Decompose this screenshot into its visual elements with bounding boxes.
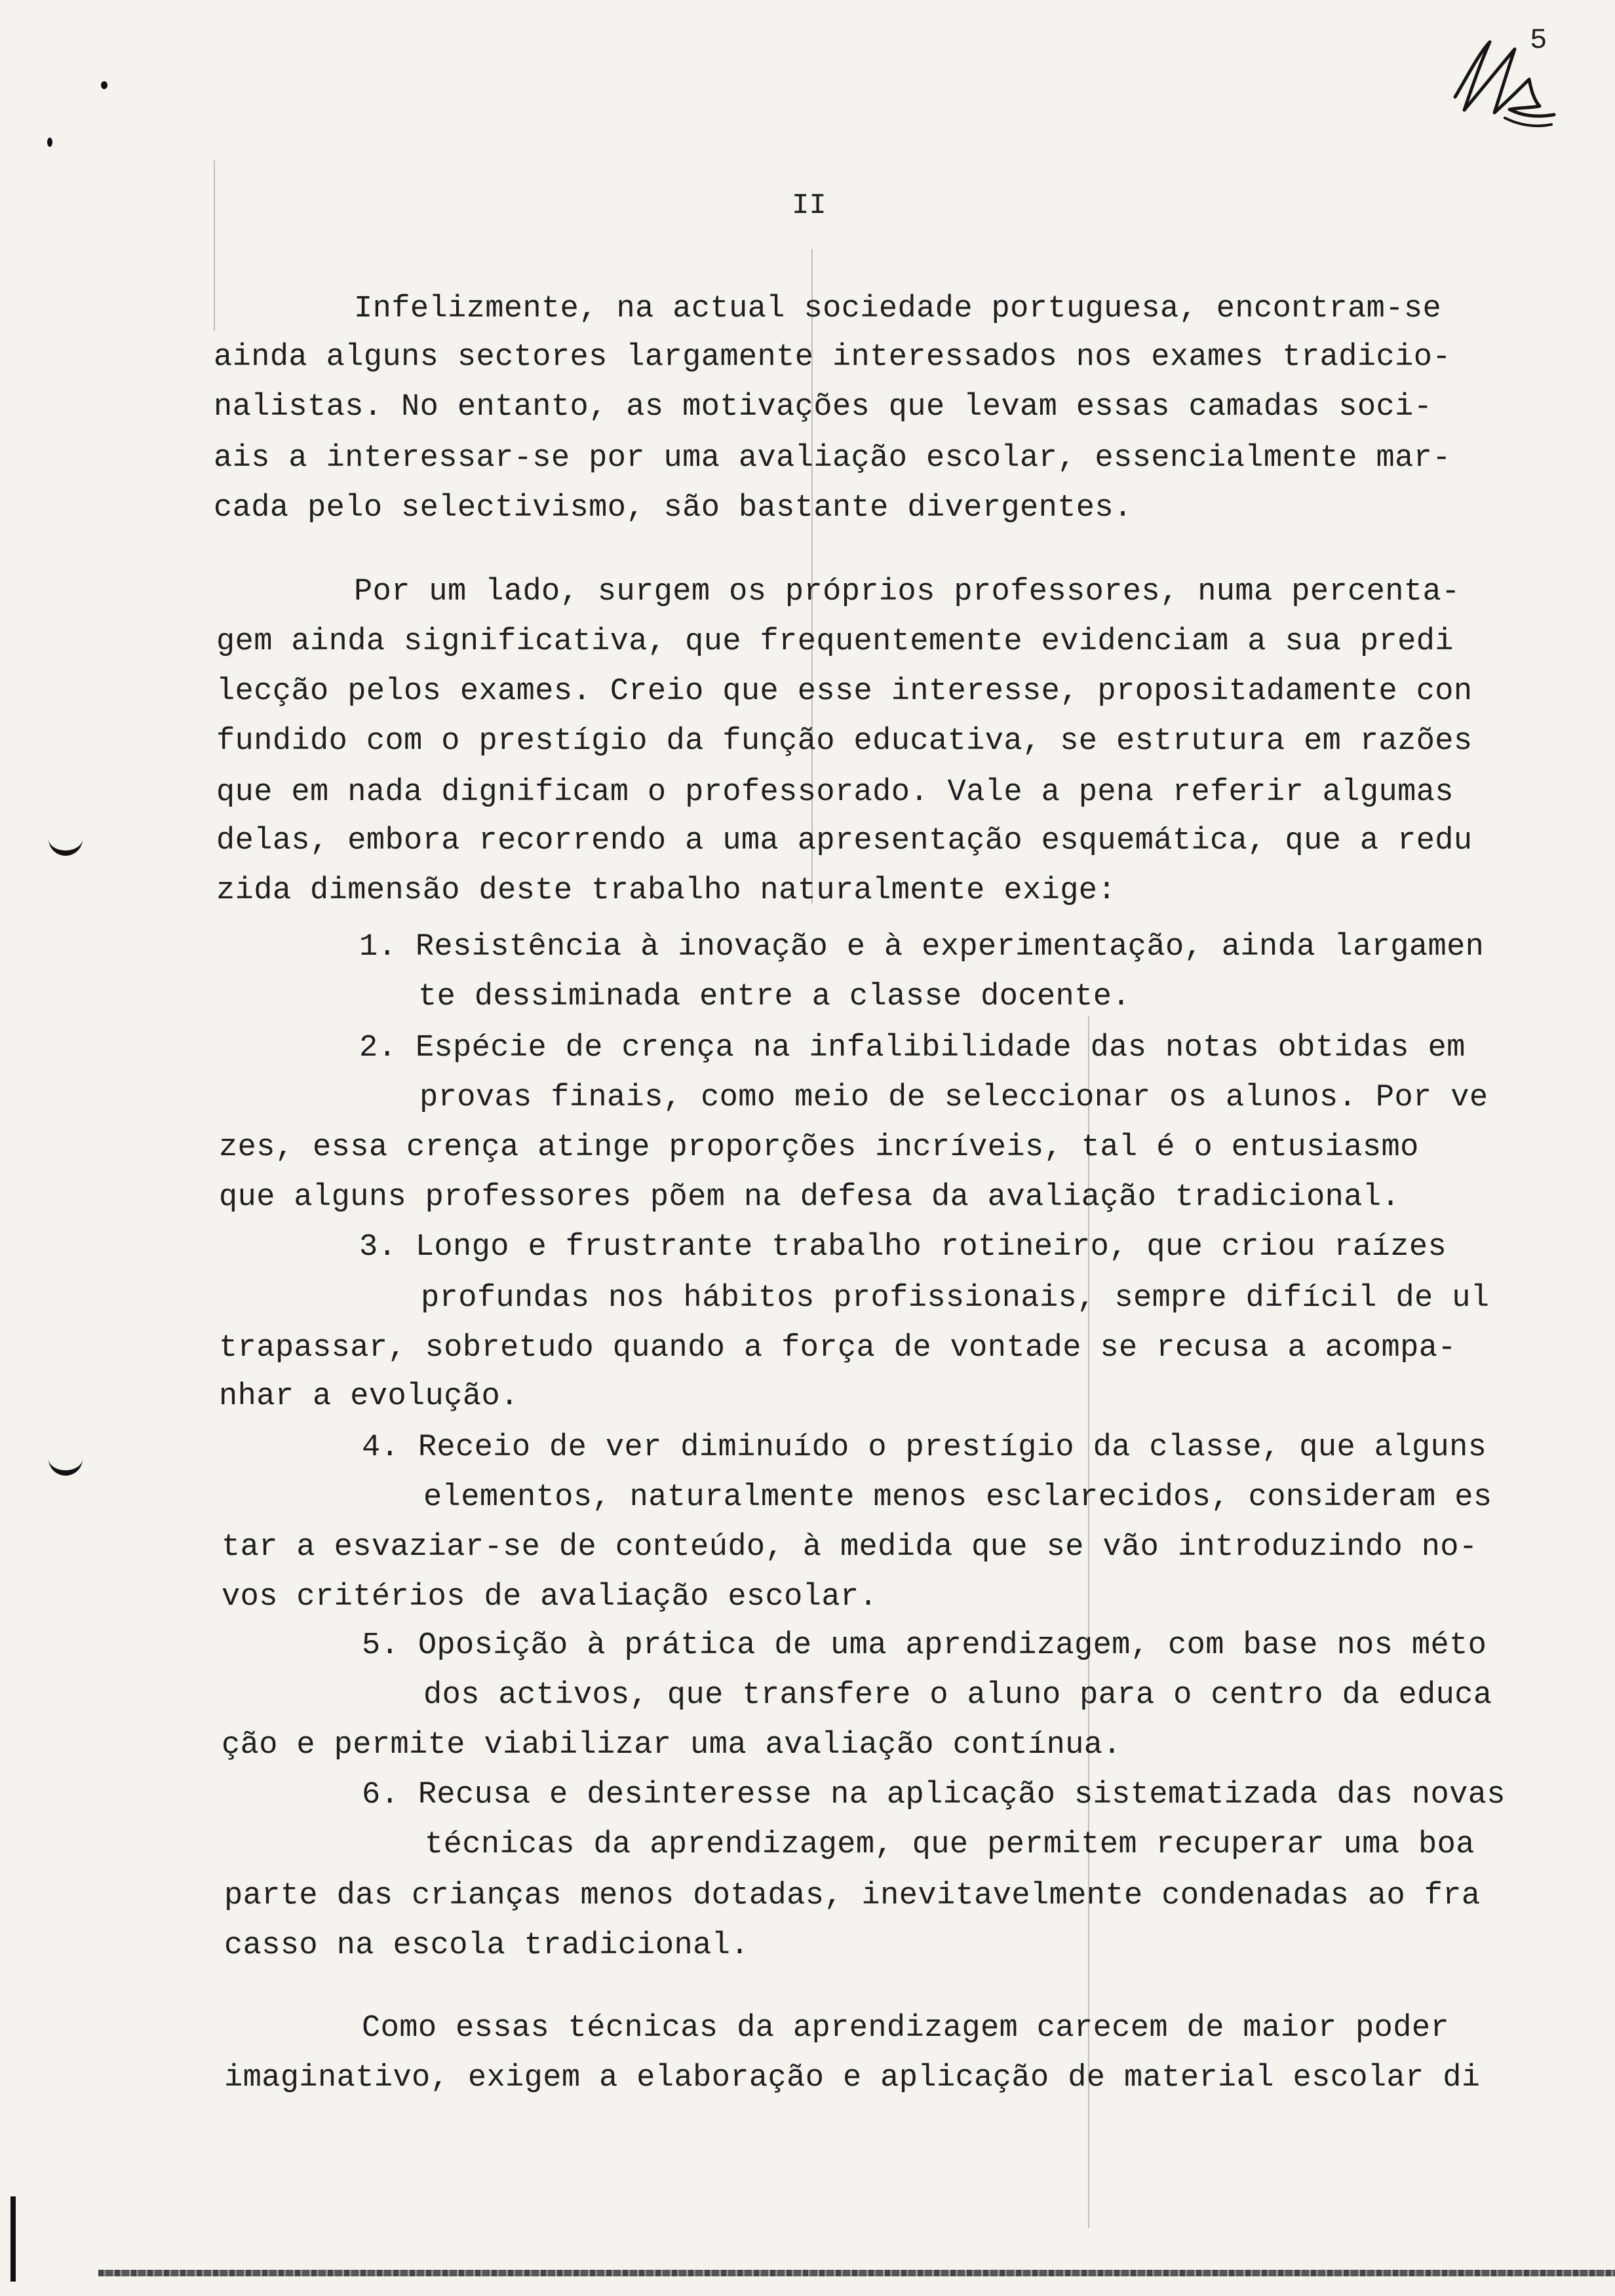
paragraph-line: nalistas. No entanto, as motivações que levam essas camadas soci-	[214, 390, 1433, 425]
paragraph-line: ais a interessar-se por uma avaliação escolar, essencialmente mar-	[214, 441, 1451, 476]
list-item-line: 6. Recusa e desinteresse na aplicação sistematizada das novas	[362, 1778, 1506, 1812]
list-item-line: te dessiminada entre a classe docente.	[418, 980, 1131, 1014]
handwritten-signature	[1442, 26, 1566, 138]
list-item-line: técnicas da aprendizagem, que permitem recuperar uma boa	[425, 1827, 1475, 1862]
ink-dot	[47, 138, 52, 147]
punch-hole-mark	[49, 828, 83, 856]
list-item-line: 4. Receio de ver diminuído o prestígio da classe, que alguns	[362, 1430, 1487, 1465]
list-item-line: zes, essa crença atinge proporções incríveis, tal é o entusiasmo	[219, 1130, 1419, 1165]
list-item-line: casso na escola tradicional.	[224, 1928, 749, 1963]
list-item-line: provas finais, como meio de seleccionar os alunos. Por ve	[419, 1081, 1489, 1115]
paragraph-line: zida dimensão deste trabalho naturalmente exige:	[216, 873, 1117, 908]
paragraph-line: que em nada dignificam o professorado. Vale a pena referir algumas	[216, 775, 1454, 810]
ink-dot	[101, 81, 107, 89]
scan-bottom-edge	[98, 2270, 1615, 2276]
paragraph-line: Infelizmente, na actual sociedade portuguesa, encontram-se	[354, 292, 1442, 326]
list-item-line: 2. Espécie de crença na infalibilidade das notas obtidas em	[359, 1031, 1466, 1065]
scan-mark	[214, 161, 215, 331]
paragraph-line: imaginativo, exigem a elaboração e aplicação de material escolar di	[224, 2061, 1481, 2095]
list-item-line: tar a esvaziar-se de conteúdo, à medida que se vão introduzindo no-	[222, 1530, 1478, 1565]
list-item-line: que alguns professores põem na defesa da avaliação tradicional.	[219, 1180, 1401, 1215]
list-item-line: vos critérios de avaliação escolar.	[222, 1580, 878, 1615]
list-item-line: parte das crianças menos dotadas, inevitavelmente condenadas ao fra	[224, 1879, 1481, 1913]
list-item-line: trapassar, sobretudo quando a força de vontade se recusa a acompa-	[219, 1331, 1456, 1366]
page-number: 5	[1530, 24, 1547, 57]
list-item-line: nhar a evolução.	[219, 1379, 519, 1414]
section-title: II	[792, 189, 827, 222]
paragraph-line: Por um lado, surgem os próprios professores, numa percenta-	[354, 575, 1460, 609]
paragraph-line: gem ainda significativa, que frequentemente evidenciam a sua predi	[216, 624, 1454, 659]
list-item-line: 1. Resistência à inovação e à experimentação, ainda largamen	[359, 930, 1485, 965]
punch-hole-mark	[49, 1448, 83, 1476]
paragraph-line: delas, embora recorrendo a uma apresentação esquemática, que a redu	[216, 824, 1473, 858]
paragraph-line: lecção pelos exames. Creio que esse interesse, propositadamente con	[216, 674, 1473, 709]
list-item-line: 5. Oposição à prática de uma aprendizagem, com base nos méto	[362, 1628, 1487, 1663]
paragraph-line: Como essas técnicas da aprendizagem carecem de maior poder	[362, 2011, 1450, 2046]
paragraph-line: fundido com o prestígio da função educativa, se estrutura em razões	[216, 724, 1473, 759]
paragraph-line: ainda alguns sectores largamente interessados nos exames tradicio-	[214, 340, 1451, 375]
list-item-line: ção e permite viabilizar uma avaliação contínua.	[222, 1728, 1122, 1763]
paragraph-line: cada pelo selectivismo, são bastante divergentes.	[214, 491, 1133, 526]
list-item-line: profundas nos hábitos profissionais, sempre difícil de ul	[421, 1281, 1490, 1316]
list-item-line: 3. Longo e frustrante trabalho rotineiro, que criou raízes	[359, 1230, 1447, 1265]
list-item-line: elementos, naturalmente menos esclarecidos, consideram es	[423, 1480, 1492, 1515]
scan-edge-mark	[10, 2196, 16, 2282]
list-item-line: dos activos, que transfere o aluno para o centro da educa	[423, 1678, 1492, 1713]
